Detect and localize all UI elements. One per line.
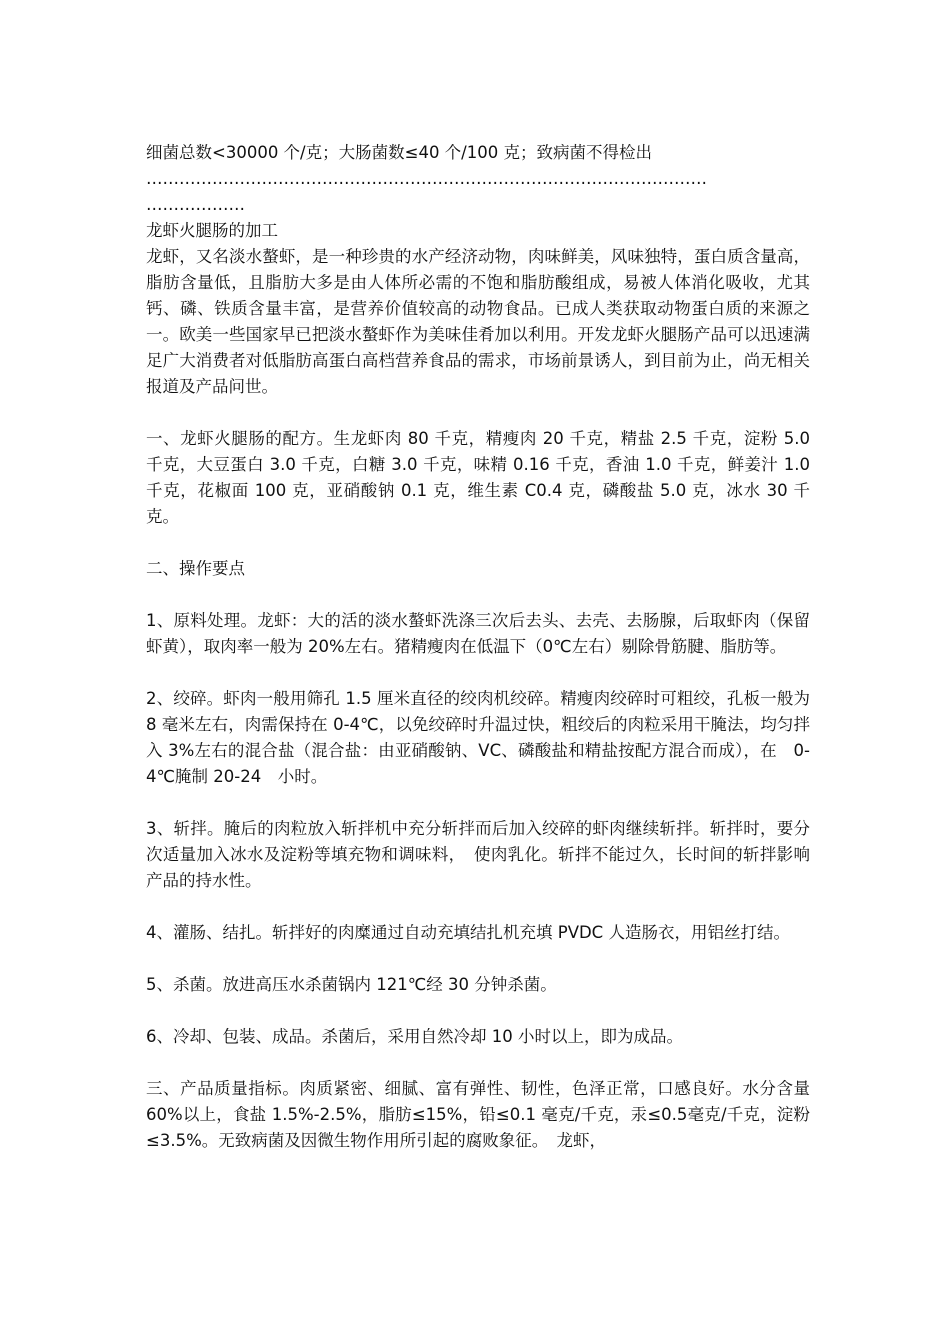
operation-heading: 二、操作要点	[146, 559, 245, 578]
dotted-separator-1: …………………………………………………………………………………………	[146, 169, 707, 188]
step-5-paragraph: 5、杀菌。放进高压水杀菌锅内 121℃经 30 分钟杀菌。	[146, 975, 557, 994]
spacer	[146, 400, 810, 426]
spacer	[146, 998, 810, 1024]
step-1-paragraph: 1、原料处理。龙虾：大的活的淡水螯虾洗涤三次后去头、去壳、去肠腺，后取虾肉（保留虾黄），取肉率一般为 20%左右。猪精瘦肉在低温下（0℃左右）剔除骨筋腱、脂肪等。	[146, 611, 810, 656]
article-title: 龙虾火腿肠的加工	[146, 221, 278, 240]
quality-paragraph: 三、产品质量指标。肉质紧密、细腻、富有弹性、韧性，色泽正常，口感良好。水分含量 60%以上，食盐 1.5%-2.5%，脂肪≤15%，铅≤0.1 毫克/千克，汞≤0.5毫克/千克，淀粉≤3.5%。无致病菌及因微生物作用所引起的腐败象征。 龙虾，	[146, 1079, 810, 1150]
step-4-paragraph: 4、灌肠、结扎。斩拌好的肉糜通过自动充填结扎机充填 PVDC 人造肠衣，用铝丝打结。	[146, 923, 790, 942]
step-2-paragraph: 2、绞碎。虾肉一般用筛孔 1.5 厘米直径的绞肉机绞碎。精瘦肉绞碎时可粗绞，孔板一般为 8 毫米左右，肉需保持在 0-4℃，以免绞碎时升温过快，粗绞后的肉粒采用干腌法，均匀拌入 3%左右的混合盐（混合盐：由亚硝酸钠、VC、磷酸盐和精盐按配方混合而成），在 0-4℃腌制 20-24 小时。	[146, 689, 810, 786]
spacer	[146, 660, 810, 686]
document-page	[146, 140, 810, 1154]
dotted-separator-2: ………………	[146, 195, 245, 214]
spacer	[146, 946, 810, 972]
spacer	[146, 1050, 810, 1076]
spacer	[146, 790, 810, 816]
spacer	[146, 582, 810, 608]
spacer	[146, 530, 810, 556]
intro-paragraph: 龙虾，又名淡水螯虾，是一种珍贵的水产经济动物，肉味鲜美，风味独特，蛋白质含量高，脂肪含量低，且脂肪大多是由人体所必需的不饱和脂肪酸组成，易被人体消化吸收，尤其钙、磷、铁质含量丰富，是营养价值较高的动物食品。已成人类获取动物蛋白质的来源之一。欧美一些国家早已把淡水螯虾作为美味佳肴加以利用。开发龙虾火腿肠产品可以迅速满足广大消费者对低脂肪高蛋白高档营养食品的需求，市场前景诱人，到目前为止，尚无相关报道及产品问世。	[146, 247, 810, 396]
step-3-paragraph: 3、斩拌。腌后的肉粒放入斩拌机中充分斩拌而后加入绞碎的虾肉继续斩拌。斩拌时，要分次适量加入冰水及淀粉等填充物和调味料， 使肉乳化。斩拌不能过久，长时间的斩拌影响产品的持水性。	[146, 819, 810, 890]
recipe-paragraph: 一、龙虾火腿肠的配方。生龙虾肉 80 千克，精瘦肉 20 千克，精盐 2.5 千克，淀粉 5.0 千克，大豆蛋白 3.0 千克，白糖 3.0 千克，味精 0.16 千克，香油 1.0 千克，鲜姜汁 1.0 千克，花椒面 100 克，亚硝酸钠 0.1 克，维生素 C0.4 克，磷酸盐 5.0 克，冰水 30 千克。	[146, 429, 810, 526]
step-6-paragraph: 6、冷却、包装、成品。杀菌后，采用自然冷却 10 小时以上，即为成品。	[146, 1027, 683, 1046]
spacer	[146, 894, 810, 920]
microbial-standard-line: 细菌总数<30000 个/克；大肠菌数≤40 个/100 克；致病菌不得检出	[146, 143, 652, 162]
